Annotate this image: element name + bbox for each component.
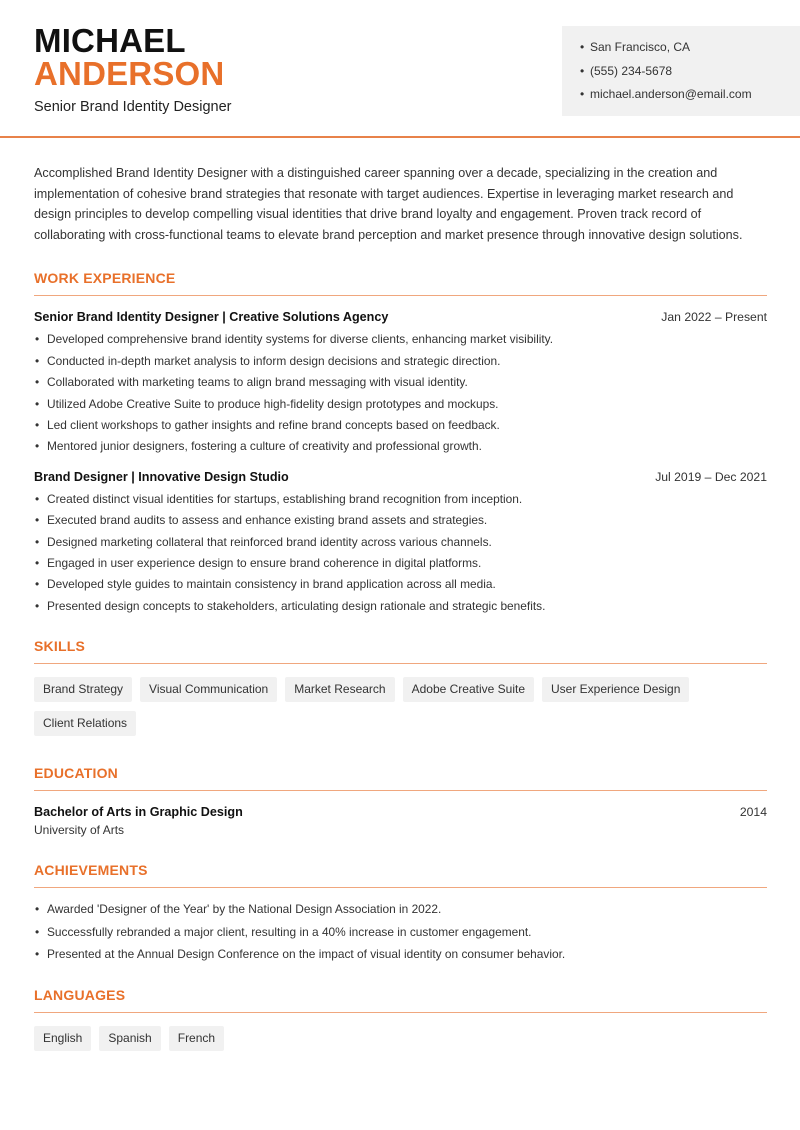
skill-tag: Brand Strategy: [34, 677, 132, 702]
language-tag: Spanish: [99, 1026, 160, 1051]
list-item: • Presented at the Annual Design Conference on the impact of visual identity on consumer behavior.: [34, 943, 767, 966]
languages-section: [34, 987, 767, 1051]
bullet-icon: •: [580, 63, 585, 78]
contact-phone-text: (555) 234-5678: [590, 63, 673, 78]
skill-tag: Client Relations: [34, 711, 136, 736]
education-section: [34, 765, 767, 837]
job-entry: [34, 470, 767, 617]
list-item: • Conducted in-depth market analysis to inform design decisions and strategic direction.: [34, 351, 767, 372]
list-item: • Developed comprehensive brand identity systems for diverse clients, enhancing market visibility.: [34, 329, 767, 350]
section-title-work: WORK EXPERIENCE: [34, 270, 767, 296]
resume-body: [34, 163, 767, 1051]
contact-phone: [580, 63, 800, 87]
summary: Accomplished Brand Identity Designer with a distinguished career spanning over a decade, specializing in the creation and implementation of cohesive brand strategies that resonate with target audiences. Expertise in leveraging market research and design principles to develop compelling visual identities that drive brand loyalty and engagement. Proven track record of collaborating with cross-functional teams to elevate brand perception and market presence through innovative design solutions.: [34, 166, 743, 242]
list-item: • Led client workshops to gather insights and refine brand concepts based on feedback.: [34, 415, 767, 436]
list-item: • Successfully rebranded a major client, resulting in a 40% increase in customer engagement.: [34, 921, 767, 944]
job-bullets: [34, 489, 767, 617]
job-dates: Jul 2019 – Dec 2021: [655, 469, 767, 484]
list-item: • Designed marketing collateral that reinforced brand identity across various channels.: [34, 532, 767, 553]
skills-tags: [34, 677, 767, 736]
bullet-icon: •: [580, 40, 585, 54]
degree: Bachelor of Arts in Graphic Design: [34, 805, 243, 820]
contact-box: [562, 26, 800, 116]
job-bullets: [34, 329, 767, 457]
achievements-section: [34, 862, 767, 966]
skills-section: [34, 638, 767, 736]
list-item: • Executed brand audits to assess and enhance existing brand assets and strategies.: [34, 510, 767, 531]
school: University of Arts: [34, 823, 125, 838]
section-title-skills: SKILLS: [34, 638, 767, 664]
list-item: • Engaged in user experience design to ensure brand coherence in digital platforms.: [34, 553, 767, 574]
education-entry: [34, 805, 767, 837]
bullet-icon: •: [580, 87, 585, 101]
skill-tag: Adobe Creative Suite: [403, 677, 534, 702]
job-title: Senior Brand Identity Designer: [34, 99, 232, 115]
list-item: • Collaborated with marketing teams to align brand messaging with visual identity.: [34, 372, 767, 393]
list-item: • Awarded 'Designer of the Year' by the National Design Association in 2022.: [34, 898, 767, 921]
languages-tags: [34, 1026, 767, 1051]
education-year: 2014: [739, 805, 767, 820]
contact-location: [580, 39, 800, 63]
list-item: • Developed style guides to maintain consistency in brand application across all media.: [34, 574, 767, 595]
contact-email: [580, 86, 800, 110]
section-title-languages: LANGUAGES: [34, 987, 767, 1013]
contact-location-text: San Francisco, CA: [590, 40, 691, 54]
achievements-list: [34, 898, 767, 966]
section-title-education: EDUCATION: [34, 765, 767, 791]
list-item: • Created distinct visual identities for startups, establishing brand recognition from inception.: [34, 489, 767, 510]
last-name: ANDERSON: [34, 55, 225, 92]
skill-tag: Market Research: [285, 677, 394, 702]
work-experience-section: [34, 270, 767, 617]
job-entry: [34, 310, 767, 457]
list-item: • Mentored junior designers, fostering a culture of creativity and professional growth.: [34, 436, 767, 457]
section-title-achievements: ACHIEVEMENTS: [34, 862, 767, 888]
language-tag: French: [169, 1026, 224, 1051]
language-tag: English: [34, 1026, 91, 1051]
job-dates: Jan 2022 – Present: [661, 310, 767, 325]
job-role: Brand Designer | Innovative Design Studio: [34, 469, 289, 484]
skill-tag: User Experience Design: [542, 677, 689, 702]
list-item: • Utilized Adobe Creative Suite to produce high-fidelity design prototypes and mockups.: [34, 394, 767, 415]
resume-header: [0, 0, 800, 138]
first-name: MICHAEL: [34, 22, 186, 59]
contact-email-text: michael.anderson@email.com: [590, 87, 752, 101]
list-item: • Presented design concepts to stakeholders, articulating design rationale and strategic benefits.: [34, 596, 767, 617]
skill-tag: Visual Communication: [140, 677, 277, 702]
job-role: Senior Brand Identity Designer | Creative Solutions Agency: [34, 310, 389, 325]
